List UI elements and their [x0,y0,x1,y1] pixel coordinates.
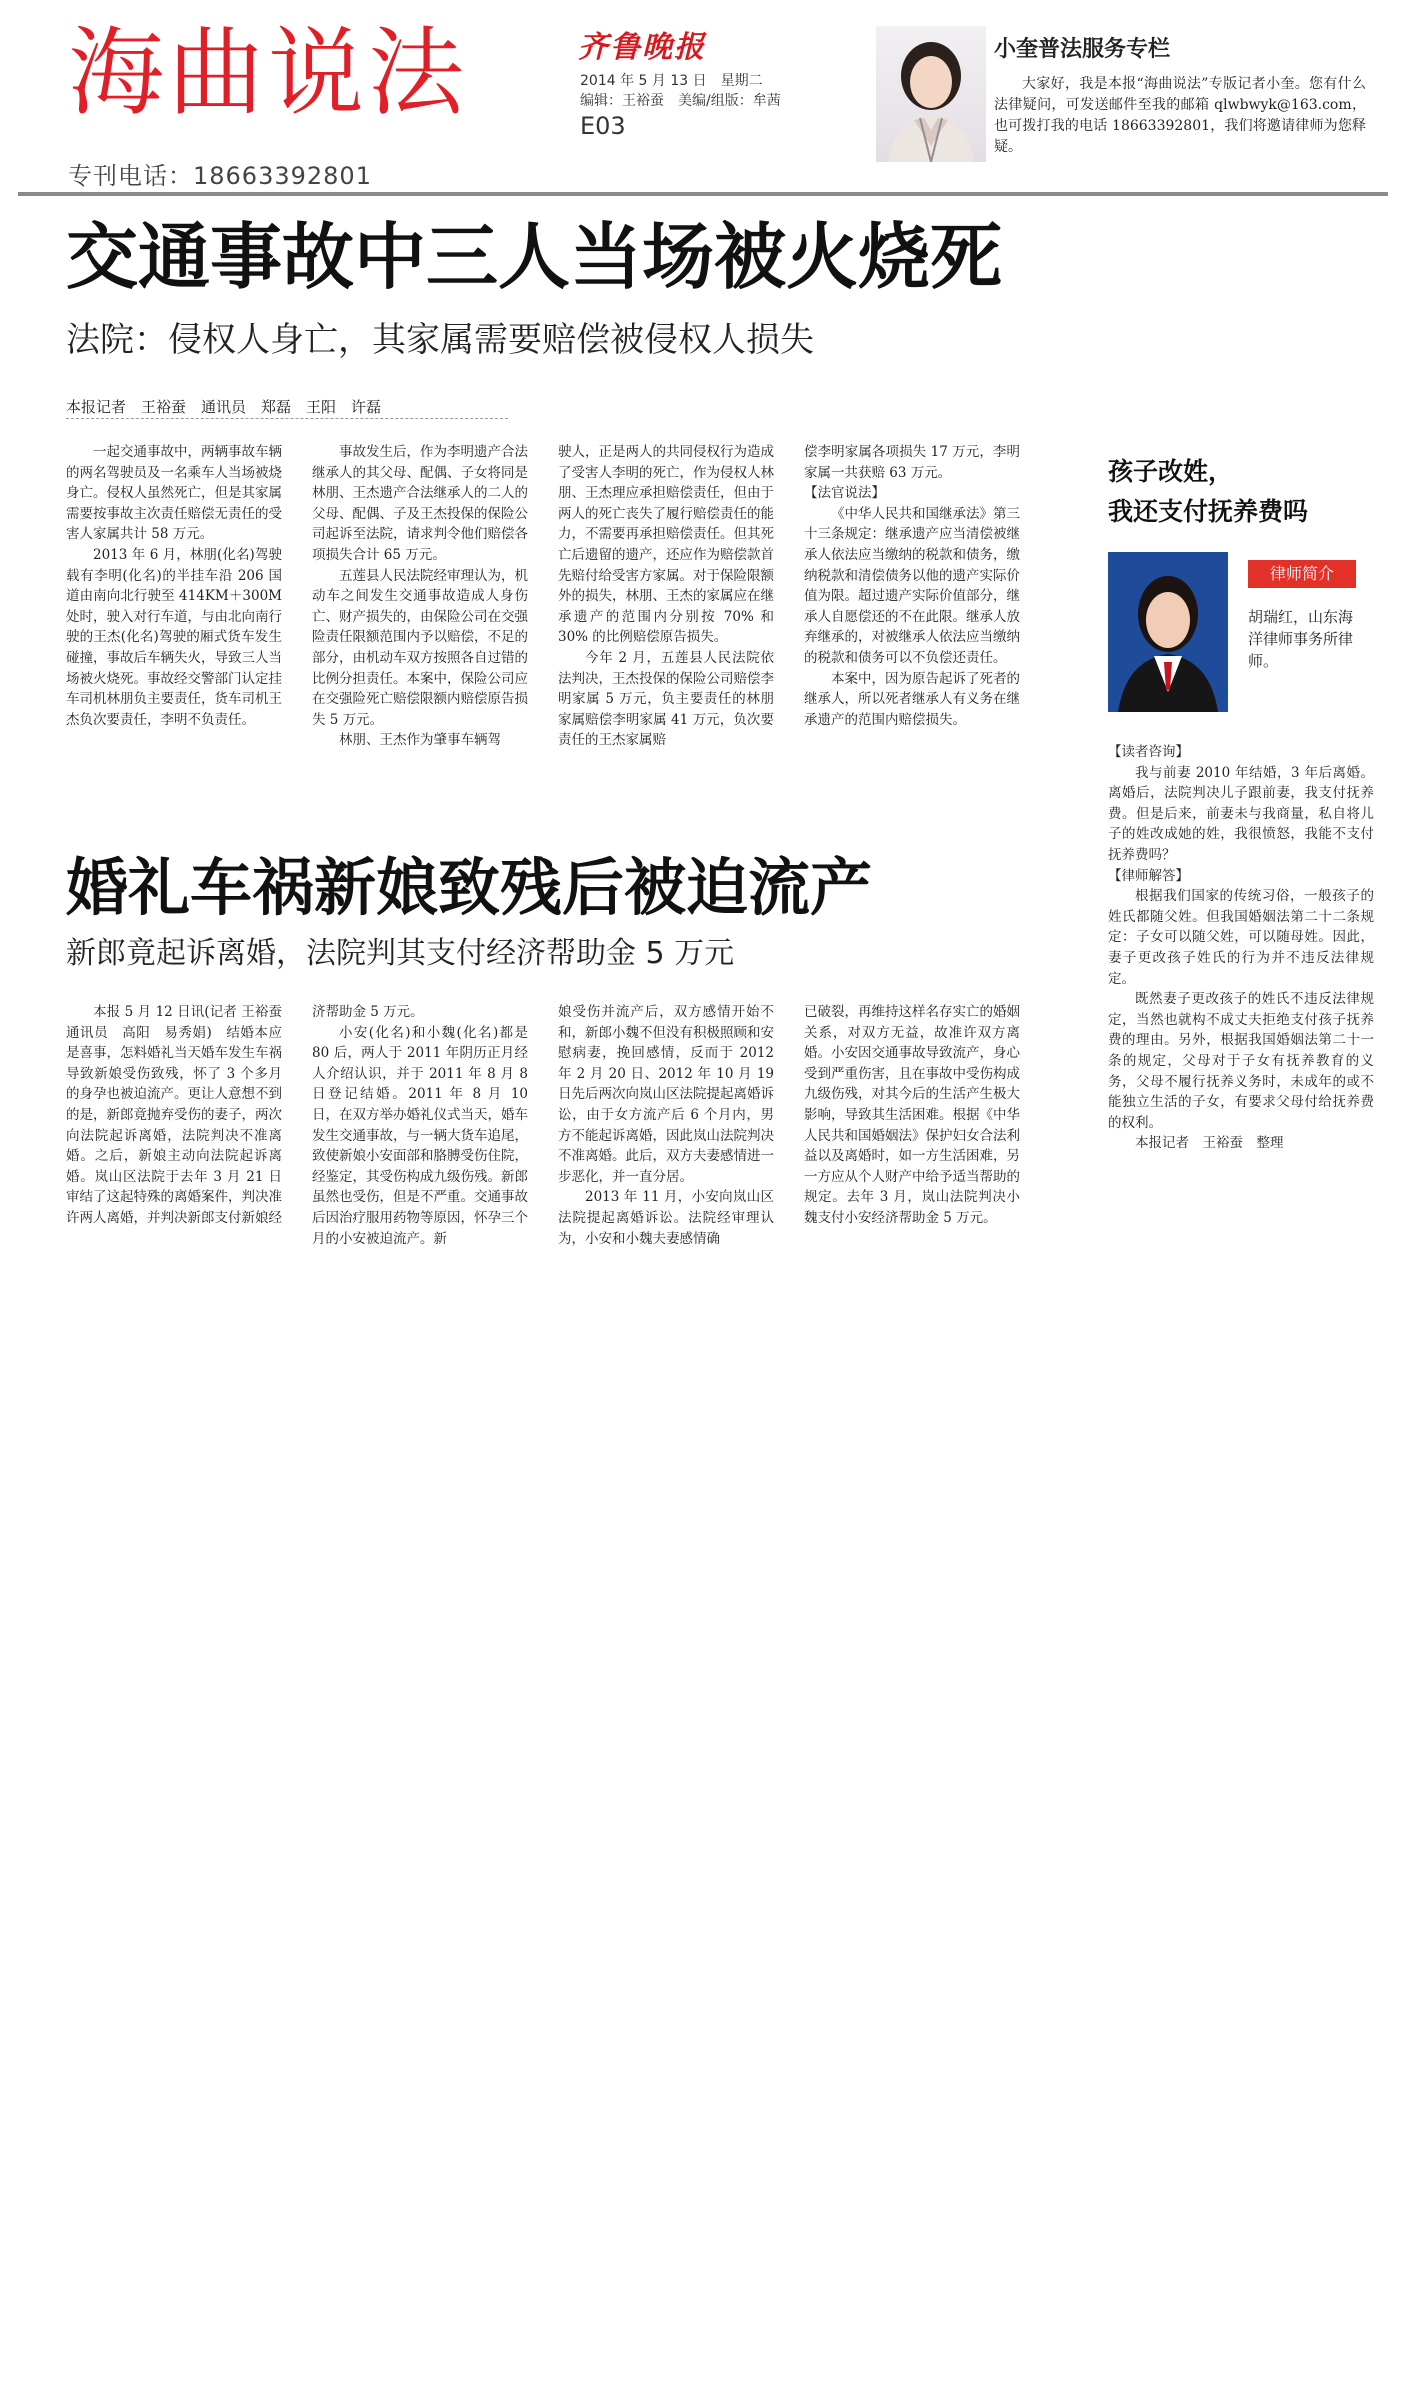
sidebar-body [1108,742,1374,1154]
judge-comment-heading: 【法官说法】 [804,485,885,502]
paper-logo: 齐鲁晚报 [578,30,706,65]
article2-column-2 [312,1002,528,1249]
paragraph: 小安(化名)和小魏(化名)都是 80 后，两人于 2011 年阴历正月经人介绍认识，并于 2011 年 8 月 8 日登记结婚。2011 年 8 月 10 日，在双方举办婚礼仪式当天，婚车发生交通事故，与一辆大货车追尾，致使新娘小安面部和胳膊受伤住院，经鉴定，其受伤构成九级伤残。新郎虽然也受伤，但是不严重。交通事故后因治疗服用药物等原因，怀孕三个月的小安被迫流产。新 [312,1024,528,1247]
byline-divider [66,418,508,419]
article2-headline: 婚礼车祸新娘致残后被迫流产 [66,851,873,924]
lawyer-intro-tag: 律师简介 [1248,560,1356,588]
paragraph: 2013 年 6 月，林朋(化名)驾驶载有李明(化名)的半挂车沿 206 国道由南向北行驶至 414KM＋300M 处时，驶入对行车道，与由北向南行驶的王杰(化名)驾驶的厢式货车发生碰撞，事故后车辆失火，导致三人当场被火烧死。事故经交警部门认定挂车司机林朋负主要责任，货车司机王杰负次要责任，李明不负责任。 [66,546,282,728]
paragraph: 娘受伤并流产后，双方感情开始不和，新郎小魏不但没有积极照顾和安慰病妻，挽回感情，反而于 2012 年 2 月 20 日、2012 年 10 月 19 日先后两次向岚山区法院提起离婚诉讼，由于女方流产后 6 个月内，男方不能起诉离婚，因此岚山法院判决不准离婚。此后，双方夫妻感情进一步恶化，并一直分居。 [558,1004,774,1185]
paragraph: 本报 5 月 12 日讯(记者 王裕蚕 通讯员 高阳 易秀娟) 结婚本应是喜事，怎料婚礼当天婚车发生车祸导致新娘受伤致残，怀了 3 个多月的身孕也被迫流产。更让人意想不到的是，新郎竟抛弃受伤的妻子，两次向法院起诉离婚，法院判决不准离婚。之后，新娘主动向法院起诉离婚。岚山区法院于去年 3 月 21 日审结了这起特殊的离婚案件，判决准许两人离婚，并判决新郎支付新娘经 [66,1004,296,1226]
article2-subhead: 新郎竟起诉离婚，法院判其支付经济帮助金 5 万元 [66,936,735,971]
paragraph: 根据我们国家的传统习俗，一般孩子的姓氏都随父姓。但我国婚姻法第二十二条规定：子女可以随父姓，可以随母姓。因此，妻子更改孩子姓氏的行为并不违反法律规定。 [1108,888,1374,987]
article1-column-3 [558,442,774,751]
article1-byline: 本报记者 王裕蚕 通讯员 郑磊 王阳 许磊 [66,398,382,416]
article1-column-4 [804,442,1020,730]
article1-headline: 交通事故中三人当场被火烧死 [66,215,1003,299]
reader-question-heading: 【读者咨询】 [1108,744,1189,760]
column-title: 小奎普法服务专栏 [994,37,1171,62]
paragraph: 今年 2 月，五莲县人民法院依法判决，王杰投保的保险公司赔偿李明家属 5 万元，负主要责任的林朋家属赔偿李明家属 41 万元，负次要责任的王杰家属赔 [558,649,774,749]
paragraph: 我与前妻 2010 年结婚，3 年后离婚。离婚后，法院判决儿子跟前妻，我支付抚养费。但是后来，前妻未与我商量，私自将儿子的姓改成她的姓，我很愤怒，我能不支付抚养费吗？ [1108,764,1374,863]
hotline: 专刊电话：18663392801 [68,162,372,190]
reporter-photo [876,26,986,162]
lawyer-photo [1108,552,1228,712]
column-intro: 大家好，我是本报“海曲说法”专版记者小奎。您有什么法律疑问，可发送邮件至我的邮箱 qlwbwyk@163.com，也可拨打我的电话 18663392801，我们将邀请律师为您释疑。 [994,76,1366,155]
article1-column-1 [66,442,282,730]
issue-date: 2014 年 5 月 13 日 星期二 [580,73,763,89]
paragraph: 一起交通事故中，两辆事故车辆的两名驾驶员及一名乘车人当场被烧身亡。侵权人虽然死亡，但是其家属需要按事故主次责任赔偿无责任的受害人家属共计 58 万元。 [66,444,282,543]
header-rule [18,192,1388,196]
article2-column-3 [558,1002,774,1249]
paragraph: 五莲县人民法院经审理认为，机动车之间发生交通事故造成人身伤亡、财产损失的，由保险公司在交强险责任限额范围内予以赔偿，不足的部分，由机动车双方按照各自过错的比例分担责任。本案中，保险公司应在交强险死亡赔偿限额内赔偿原告损失 5 万元。 [312,567,528,728]
lawyer-info: 胡瑞红，山东海洋律师事务所律师。 [1248,608,1354,670]
paragraph: 既然妻子更改孩子的姓氏不违反法律规定，当然也就构不成丈夫拒绝支付孩子抚养费的理由。另外，根据我国婚姻法第二十一条的规定，父母对于子女有抚养教育的义务，父母不履行抚养义务时，未成年的或不能独立生活的子女，有要求父母付给抚养费的权利。 [1108,991,1374,1131]
sidebar-title [1108,452,1308,532]
paragraph: 《中华人民共和国继承法》第三十三条规定：继承遗产应当清偿被继承人依法应当缴纳的税款和债务，缴纳税款和清偿债务以他的遗产实际价值为限。超过遗产实际价值部分，继承人自愿偿还的不在此限。继承人放弃继承的，对被继承人依法应当缴纳的税款和债务可以不负偿还责任。 [804,505,1020,666]
paragraph: 偿李明家属各项损失 17 万元，李明家属一共获赔 63 万元。 [804,444,1020,481]
paragraph: 林朋、王杰作为肇事车辆驾 [339,732,501,749]
paragraph: 济帮助金 5 万元。 [312,1004,424,1020]
paragraph: 已破裂，再维持这样名存实亡的婚姻关系，对双方无益，故准许双方离婚。小安因交通事故导致流产，身心受到严重伤害，且在事故中受伤构成九级伤残，对其今后的生活产生极大影响，导致其生活困难。根据《中华人民共和国婚姻法》保护妇女合法利益以及离婚时，如一方生活困难，另一方应从个人财产中给予适当帮助的规定。去年 3 月，岚山法院判决小魏支付小安经济帮助金 5 万元。 [804,1004,1020,1226]
sidebar-credit: 本报记者 王裕蚕 整理 [1135,1135,1284,1152]
paragraph: 事故发生后，作为李明遗产合法继承人的其父母、配偶、子女将同是林朋、王杰遗产合法继承人的二人的父母、配偶、子及王杰投保的保险公司起诉至法院，请求判令他们赔偿各项损失合计 65 万元。 [312,444,528,563]
page-number: E03 [580,112,626,140]
article1-subhead: 法院：侵权人身亡，其家属需要赔偿被侵权人损失 [66,320,814,360]
section-title: 海曲说法 [68,17,468,129]
sidebar-title-line2: 我还支付抚养费吗 [1108,497,1309,526]
paragraph: 本案中，因为原告起诉了死者的继承人，所以死者继承人有义务在继承遗产的范围内赔偿损失。 [804,670,1020,728]
article1-column-2 [312,442,528,751]
editors-credit: 编辑：王裕蚕 美编/组版：牟茜 [580,93,781,109]
sidebar-title-line1: 孩子改姓， [1108,457,1234,486]
article2-column-1 [66,1002,296,1229]
article2-column-4 [804,1002,1020,1229]
paragraph: 驶人，正是两人的共同侵权行为造成了受害人李明的死亡，作为侵权人林朋、王杰理应承担赔偿责任，但由于两人的死亡丧失了履行赔偿责任的能力，不需要再承担赔偿责任。但其死亡后遗留的遗产，还应作为赔偿款首先赔付给受害方家属。对于保险限额外的损失，林朋、王杰的家属应在继承遗产的范围内分别按 70% 和 30% 的比例赔偿原告损失。 [558,444,774,646]
lawyer-answer-heading: 【律师解答】 [1108,867,1189,884]
paragraph: 2013 年 11 月，小安向岚山区法院提起离婚诉讼。法院经审理认为，小安和小魏夫妻感情确 [558,1189,774,1247]
